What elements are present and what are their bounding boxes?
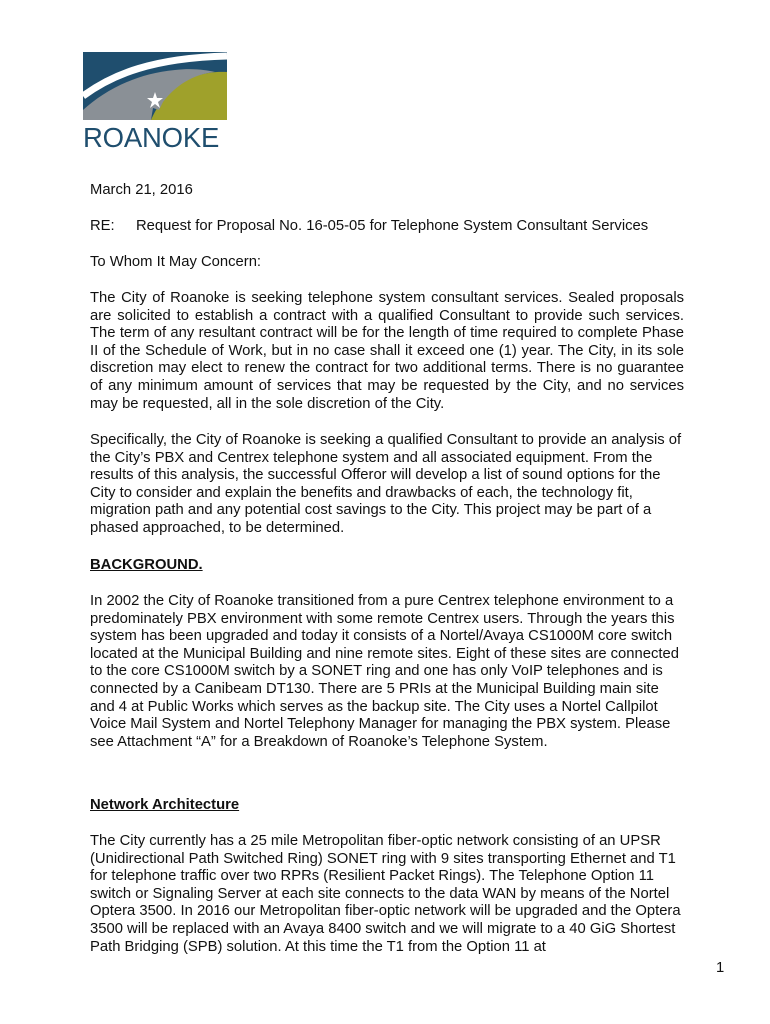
paragraph-network: The City currently has a 25 mile Metropolitan fiber-optic network consisting of an UPSR (Unidirectional Path Switched Ring) SONET ring with 9 sites transporting Ethernet and T1 for telephone traffic over two RPRs (Resilient Packet Rings). The Telephone Option 11 switch or Signaling Server at each site connects to the data WAN by means of the Nortel Optera 3500. In 2016 our Metropolitan fiber-optic network will be upgraded and the Optera 3500 will be replaced with an Avaya 8400 switch and we will migrate to a 40 GiG Shortest Path Bridging (SPB) solution. At this time the T1 from the Option 11 at bbox=[90, 833, 681, 955]
re-label: RE: bbox=[90, 218, 115, 234]
heading-network-architecture: Network Architecture bbox=[90, 797, 240, 813]
paragraph-intro: The City of Roanoke is seeking telephone system consultant services. Sealed proposals are solicited to establish a contract with a qualified Consultant to provide such services. The term of any resultant contract will be for the length of time required to complete Phase II of the Schedule of Work, but in no case shall it exceed one (1) year. The City, in its sole discretion may elect to renew the contract for two additional terms. There is no guarantee of any minimum amount of services that may be requested by the City, and no services may be requested, all in the sole discretion of the City. bbox=[90, 290, 684, 412]
letter-date: March 21, 2016 bbox=[90, 182, 193, 198]
roanoke-logo bbox=[83, 52, 227, 154]
re-subject: Request for Proposal No. 16-05-05 for Telephone System Consultant Services bbox=[136, 218, 649, 234]
roanoke-mountain-emblem bbox=[83, 52, 227, 120]
roanoke-wordmark: ROANOKE bbox=[83, 122, 220, 153]
salutation: To Whom It May Concern: bbox=[90, 254, 262, 270]
paragraph-scope: Specifically, the City of Roanoke is seeking a qualified Consultant to provide an analysis of the City’s PBX and Centrex telephone system and all associated equipment. From the results of this analysis, the successful Offeror will develop a list of sound options for the City to consider and explain the benefits and drawbacks of each, the technology fit, migration path and any potential cost savings to the City. This project may be part of a phased approached, to be determined. bbox=[90, 432, 682, 536]
heading-background: BACKGROUND. bbox=[90, 557, 203, 573]
paragraph-background: In 2002 the City of Roanoke transitioned from a pure Centrex telephone environment to a predominately PBX environment with some remote Centrex users. Through the years this system has been upgraded and today it consists of a Nortel/Avaya CS1000M core switch located at the Municipal Building and nine remote sites. Eight of these sites are connected to the core CS1000M switch by a SONET ring and one has only VoIP telephones and is connected by a Canibeam DT130. There are 5 PRIs at the Municipal Building main site and 4 at Public Works which serves as the backup site. The City uses a Nortel Callpilot Voice Mail System and Nortel Telephony Manager for managing the PBX system. Please see Attachment “A” for a Breakdown of Roanoke’s Telephone System. bbox=[90, 593, 679, 750]
page-number: 1 bbox=[716, 960, 725, 976]
